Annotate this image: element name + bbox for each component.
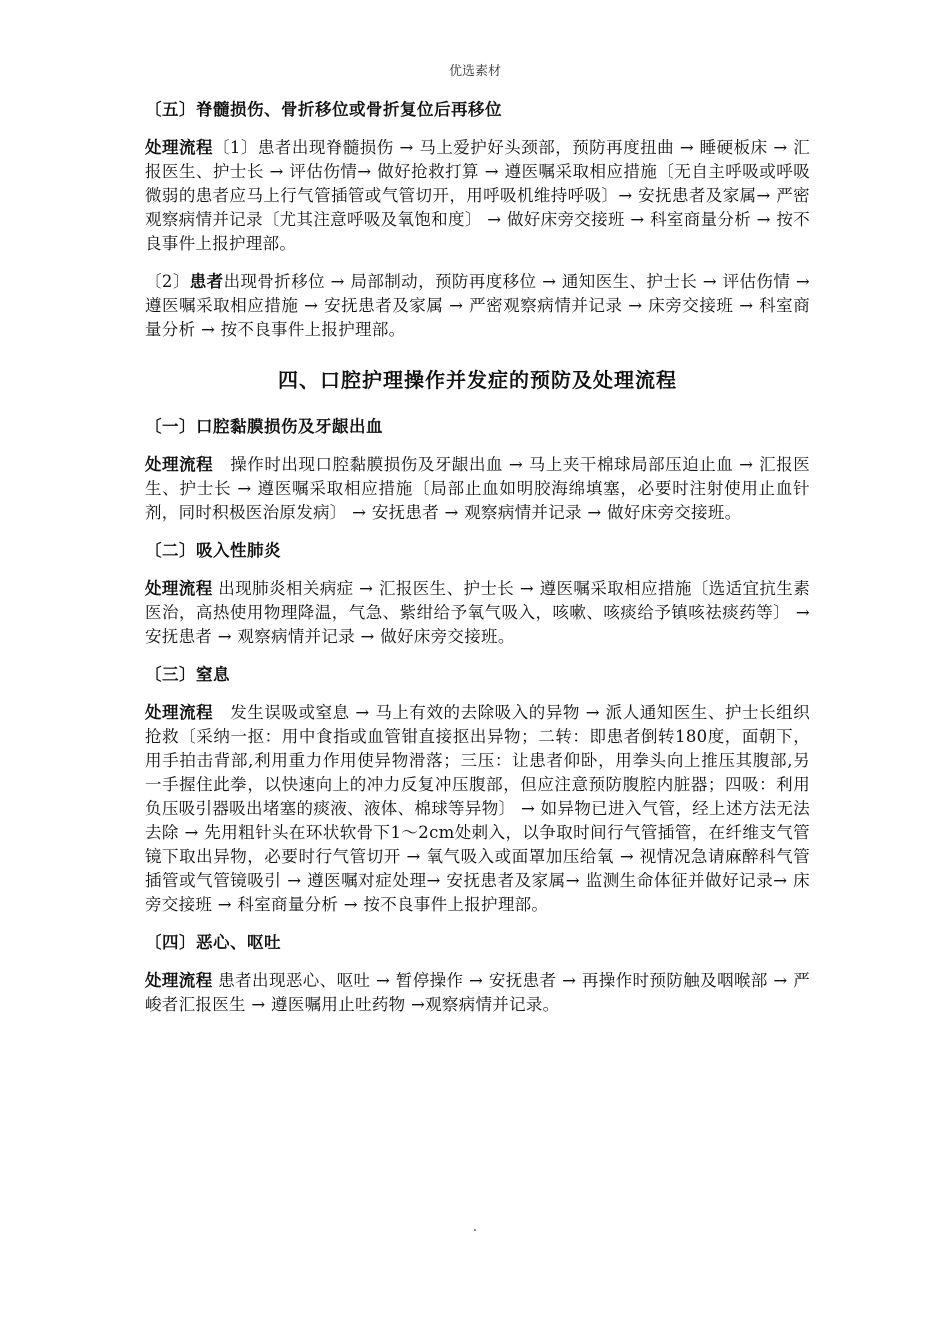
paragraph-lead: 处理流程: [145, 971, 213, 990]
paragraph-lead: 患者: [189, 272, 224, 291]
paragraph: [145, 453, 810, 525]
paragraph-text: 操作时出现口腔黏膜损伤及牙龈出血 → 马上夹干棉球局部压迫止血 → 汇报医生、护士长 → 遵医嘱采取相应措施〔局部止血如明胶海绵填塞，必要时注射使用止血针剂，同时积极医治原发病〕 → 安抚患者 → 观察病情并记录 → 做好床旁交接班。: [145, 455, 810, 522]
paragraph-text: 患者出现恶心、呕吐 → 暂停操作 → 安抚患者 → 再操作时预防触及咽喉部 → 严峻者汇报医生 → 遵医嘱用止吐药物 →观察病情并记录。: [145, 971, 810, 1014]
paragraph-prefix: 〔2〕: [145, 272, 190, 291]
paragraph-text: 出现骨折移位 → 局部制动，预防再度移位 → 通知医生、护士长 → 评估伤情 → 遵医嘱采取相应措施 → 安抚患者及家属 → 严密观察病情并记录 → 床旁交接班 → 科室商量分析 → 按不良事件上报护理部。: [145, 272, 811, 339]
paragraph: [145, 701, 810, 917]
section-heading: 〔五〕脊髓损伤、骨折移位或骨折复位后再移位: [145, 100, 502, 119]
chapter-title: 四、口腔护理操作并发症的预防及处理流程: [278, 368, 677, 392]
paragraph-text: 出现肺炎相关病症 → 汇报医生、护士长 → 遵医嘱采取相应措施〔选适宜抗生素医治，高热使用物理降温，气急、紫绀给予氧气吸入，咳嗽、咳痰给予镇咳祛痰药等〕 → 安抚患者 → 观察病情并记录 → 做好床旁交接班。: [145, 579, 810, 646]
page-header: 优选素材: [448, 64, 501, 79]
paragraph-lead: 处理流程: [145, 455, 214, 474]
page-footer: .: [472, 1220, 478, 1235]
paragraph-text: 〔1〕患者出现脊髓损伤 → 马上爱护好头颈部，预防再度扭曲 → 睡硬板床 → 汇报医生、护士长 → 评估伤情→ 做好抢救打算 → 遵医嘱采取相应措施〔无自主呼吸或呼吸微弱的患者应马上行气管插管或气管切开，用呼吸机维持呼吸〕→ 安抚患者及家属→ 严密观察病情并记录〔尤其注意呼吸及氧饱和度〕 → 做好床旁交接班 → 科室商量分析 → 按不良事件上报护理部。: [145, 138, 810, 253]
paragraph-lead: 处理流程: [145, 138, 213, 157]
section-heading: 〔一〕口腔黏膜损伤及牙龈出血: [145, 417, 383, 436]
document-body: [145, 98, 810, 1031]
section-heading: 〔四〕恶心、呕吐: [145, 933, 281, 952]
paragraph: [145, 270, 810, 342]
paragraph: [145, 969, 810, 1017]
paragraph-lead: 处理流程: [145, 703, 214, 722]
section-heading: 〔三〕窒息: [145, 665, 230, 684]
paragraph-text: 发生误吸或窒息 → 马上有效的去除吸入的异物 → 派人通知医生、护士长组织抢救〔采纳一抠：用中食指或血管钳直接抠出异物；二转：即患者倒转180度，面朝下，用手拍击背部,利用重力作用使异物滑落；三压：让患者仰卧，用拳头向上推压其腹部,另一手握住此拳，以快速向上的冲力反复冲压腹部，但应注意预防腹腔内脏器；四吸：利用负压吸引器吸出堵塞的痰液、液体、棉球等异物〕 → 如异物已进入气管，经上述方法无法去除 → 先用粗针头在环状软骨下1～2cm处刺入，以争取时间行气管插管，在纤维支气管镜下取出异物，必要时行气管切开 → 氧气吸入或面罩加压给氧 → 视情况急请麻醉科气管插管或气管镜吸引 → 遵医嘱对症处理→ 安抚患者及家属→ 监测生命体征并做好记录→ 床旁交接班 → 科室商量分析 → 按不良事件上报护理部。: [145, 703, 810, 914]
paragraph: [145, 136, 810, 256]
section-heading: 〔二〕吸入性肺炎: [145, 541, 281, 560]
paragraph: [145, 577, 810, 649]
paragraph-lead: 处理流程: [145, 579, 213, 598]
